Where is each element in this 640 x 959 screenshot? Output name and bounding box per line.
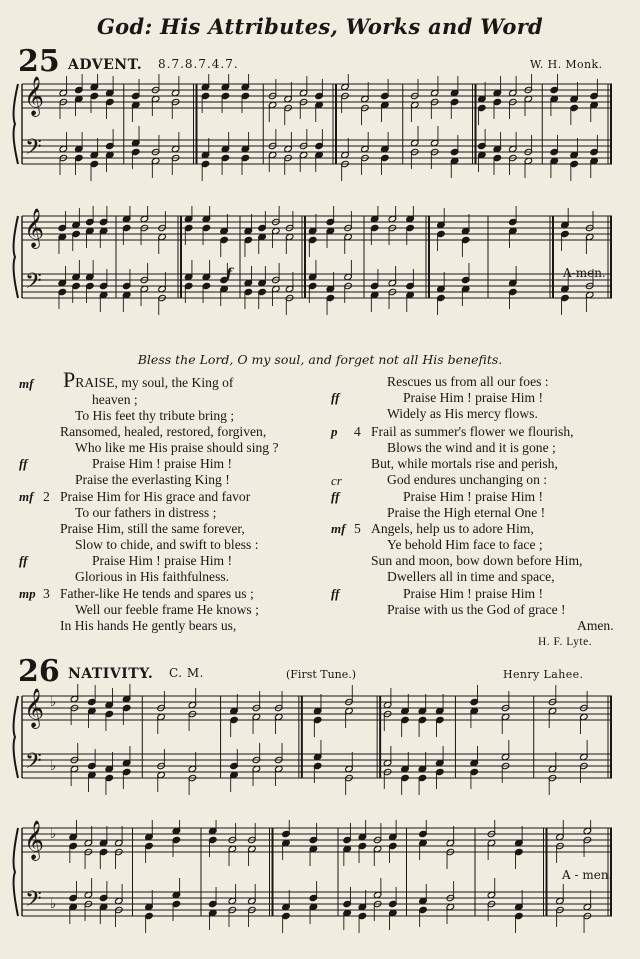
- verse-line: Praise Him ! praise Him !: [403, 586, 544, 601]
- hymn-number-26: 26: [18, 654, 60, 689]
- verse-line: Praise Him ! praise Him !: [403, 390, 544, 405]
- dynamic-marking: f: [226, 266, 233, 282]
- verse-line: Praise Him ! praise Him !: [92, 553, 233, 568]
- verse-line: Praise the everlasting King !: [75, 472, 230, 487]
- meter-26: C. M.: [169, 666, 204, 680]
- verse-number: 5: [354, 521, 361, 536]
- composer: W. H. Monk.: [530, 58, 603, 71]
- verse-line: Praise Him ! praise Him !: [92, 456, 233, 471]
- composer-26: Henry Lahee.: [503, 668, 584, 681]
- system-brace: [14, 84, 18, 164]
- dynamic-mark: p: [331, 424, 338, 439]
- text-author: H. F. Lyte.: [538, 636, 593, 648]
- verse-line: Rescues us from all our foes :: [387, 374, 549, 389]
- verse-line: Who like me His praise should sing ?: [75, 440, 279, 455]
- verse-line: Ye behold Him face to face ;: [387, 537, 543, 552]
- scripture-motto: Bless the Lord, O my soul, and forget not all His benefits.: [137, 352, 503, 367]
- bass-staff: [22, 274, 612, 298]
- verse-line: But, while mortals rise and perish,: [371, 456, 558, 471]
- music-score-system-2: [0, 206, 640, 346]
- dynamic-mark: mf: [19, 489, 34, 504]
- verse-line: Angels, help us to adore Him,: [371, 521, 534, 536]
- meter: 8.7.8.7.4.7.: [158, 57, 239, 71]
- treble-clef-icon: 𝄞: [24, 688, 45, 728]
- verse-line: To our fathers in distress ;: [75, 505, 217, 520]
- verse-line: Ransomed, healed, restored, forgiven,: [60, 424, 267, 439]
- verse-line: Dwellers all in time and space,: [387, 569, 555, 584]
- music-score-system-4: [0, 820, 640, 955]
- treble-clef-icon: 𝄞: [24, 76, 45, 116]
- verse-line: Praise Him, still the same forever,: [60, 521, 245, 536]
- system-brace: [14, 696, 18, 778]
- verse-line: Slow to chide, and swift to bless :: [75, 537, 259, 552]
- hymn-number: 25: [18, 44, 60, 79]
- verse-line: God endures unchanging on :: [387, 472, 548, 487]
- dynamic-mark: mp: [19, 586, 36, 601]
- verse-number: 3: [43, 586, 50, 601]
- verse-line: [63, 367, 234, 392]
- dynamic-mark: mf: [331, 521, 346, 536]
- verse-line: Well our feeble frame He knows ;: [75, 602, 259, 617]
- verse-line: Praise Him ! praise Him !: [403, 489, 544, 504]
- drop-cap: P: [63, 367, 76, 392]
- bass-clef-icon: 𝄢: [25, 887, 42, 917]
- verse-line: Praise the High eternal One !: [387, 505, 546, 520]
- verse-number: 2: [43, 489, 50, 504]
- system-brace: [14, 828, 18, 916]
- dynamic-mark: cr: [331, 473, 342, 488]
- verse-line: In His hands He gently bears us,: [60, 618, 237, 633]
- first-tune-label: (First Tune.): [286, 668, 357, 681]
- system-brace: [14, 216, 18, 298]
- treble-staff: [22, 216, 612, 240]
- verse-line-text: RAISE, my soul, the King of: [75, 375, 234, 390]
- tune-name-26: NATIVITY.: [68, 666, 154, 682]
- verse-line: Sun and moon, bow down before Him,: [371, 553, 583, 568]
- verse-line: Widely as His mercy flows.: [387, 406, 538, 421]
- flat-icon: ♭: [50, 897, 57, 912]
- dynamic-mark: ff: [19, 456, 28, 471]
- verse-line: Glorious in His faithfulness.: [75, 569, 230, 584]
- flat-icon: ♭: [50, 827, 57, 842]
- treble-clef-icon: 𝄞: [24, 820, 45, 860]
- bass-clef-icon: 𝄢: [25, 135, 42, 165]
- dynamic-mark: ff: [331, 489, 340, 504]
- music-score-system-3: [0, 684, 640, 814]
- dynamic-mark: ff: [331, 390, 340, 405]
- bass-clef-icon: 𝄢: [25, 749, 42, 779]
- verse-line: heaven ;: [92, 392, 138, 407]
- verse-line: Father-like He tends and spares us ;: [60, 586, 254, 601]
- flat-icon: ♭: [50, 695, 57, 710]
- verse-line: Blows the wind and it is gone ;: [387, 440, 556, 455]
- flat-icon: ♭: [50, 759, 57, 774]
- dynamic-mark: ff: [19, 553, 28, 568]
- bass-clef-icon: 𝄢: [25, 269, 42, 299]
- dynamic-mark: mf: [19, 376, 34, 391]
- verse-line: To His feet thy tribute bring ;: [75, 408, 235, 423]
- verse-line: Praise Him for His grace and favor: [60, 489, 251, 504]
- page-heading: God: His Attributes, Works and Word: [96, 14, 544, 39]
- tune-name: ADVENT.: [68, 57, 143, 73]
- amen-text: Amen.: [577, 618, 614, 633]
- music-score-system-1: [0, 74, 640, 194]
- amen-label: A-men.: [563, 266, 606, 280]
- verse-line: Praise with us the God of grace !: [387, 602, 566, 617]
- verse-line: Frail as summer's flower we flourish,: [371, 424, 574, 439]
- treble-clef-icon: 𝄞: [24, 208, 45, 248]
- dynamic-mark: ff: [331, 586, 340, 601]
- amen-label-26: A - men.: [562, 868, 613, 882]
- verse-number: 4: [354, 424, 361, 439]
